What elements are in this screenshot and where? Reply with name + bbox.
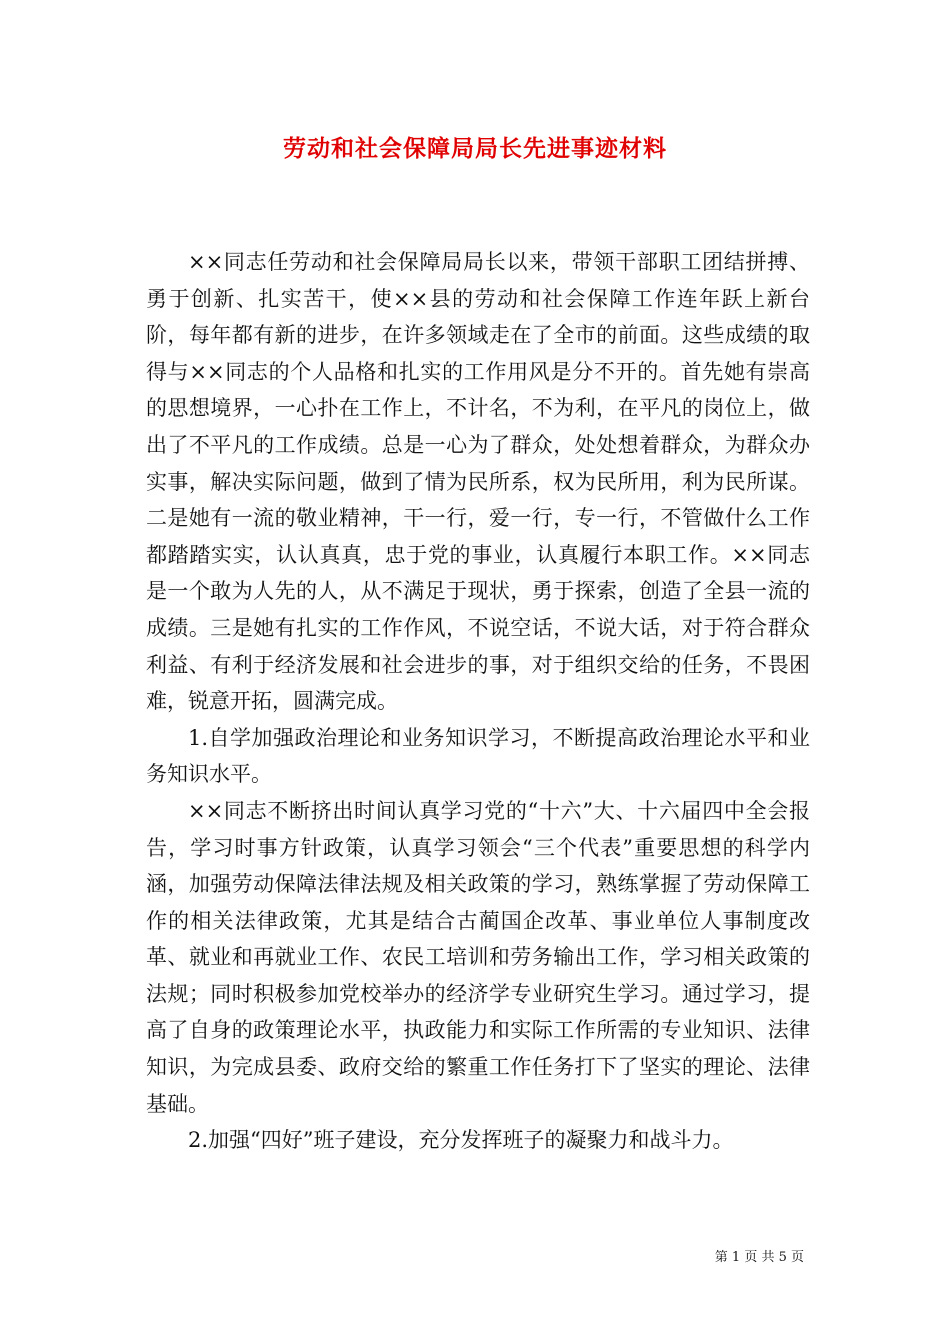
- paragraph-heading-1: 1.自学加强政治理论和业务知识学习，不断提高政治理论水平和业务知识水平。: [146, 725, 810, 787]
- document-title: 劳动和社会保障局局长先进事迹材料: [283, 135, 667, 162]
- paragraph-study: ××同志不断挤出时间认真学习党的“十六”大、十六届四中全会报告，学习时事方针政策，认真学习领会“三个代表”重要思想的科学内涵，加强劳动保障法律法规及相关政策的学习，熟练掌握了劳动保障工作的相关法律政策，尤其是结合古蔺国企改革、事业单位人事制度改革、就业和再就业工作、农民工培训和劳务输出工作，学习相关政策的法规；同时积极参加党校举办的经济学专业研究生学习。通过学习，提高了自身的政策理论水平，执政能力和实际工作所需的专业知识、法律知识，为完成县委、政府交给的繁重工作任务打下了坚实的理论、法律基础。: [146, 798, 810, 1116]
- page-number-footer: 第 1 页 共 5 页: [714, 1250, 804, 1265]
- paragraph-heading-2: 2.加强“四好”班子建设，充分发挥班子的凝聚力和战斗力。: [188, 1128, 734, 1153]
- document-body: [146, 244, 810, 1159]
- paragraph-intro: ××同志任劳动和社会保障局局长以来，带领干部职工团结拼搏、勇于创新、扎实苦干，使××县的劳动和社会保障工作连年跃上新台阶，每年都有新的进步，在许多领域走在了全市的前面。这些成绩的取得与××同志的个人品格和扎实的工作用风是分不开的。首先她有崇高的思想境界，一心扑在工作上，不计名，不为利，在平凡的岗位上，做出了不平凡的工作成绩。总是一心为了群众，处处想着群众，为群众办实事，解决实际问题，做到了情为民所系，权为民所用，利为民所谋。二是她有一流的敬业精神，干一行，爱一行，专一行，不管做什么工作都踏踏实实，认认真真，忠于党的事业，认真履行本职工作。××同志是一个敢为人先的人，从不满足于现状，勇于探索，创造了全县一流的成绩。三是她有扎实的工作作风，不说空话，不说大话，对于符合群众利益、有利于经济发展和社会进步的事，对于组织交给的任务，不畏困难，锐意开拓，圆满完成。: [146, 250, 810, 714]
